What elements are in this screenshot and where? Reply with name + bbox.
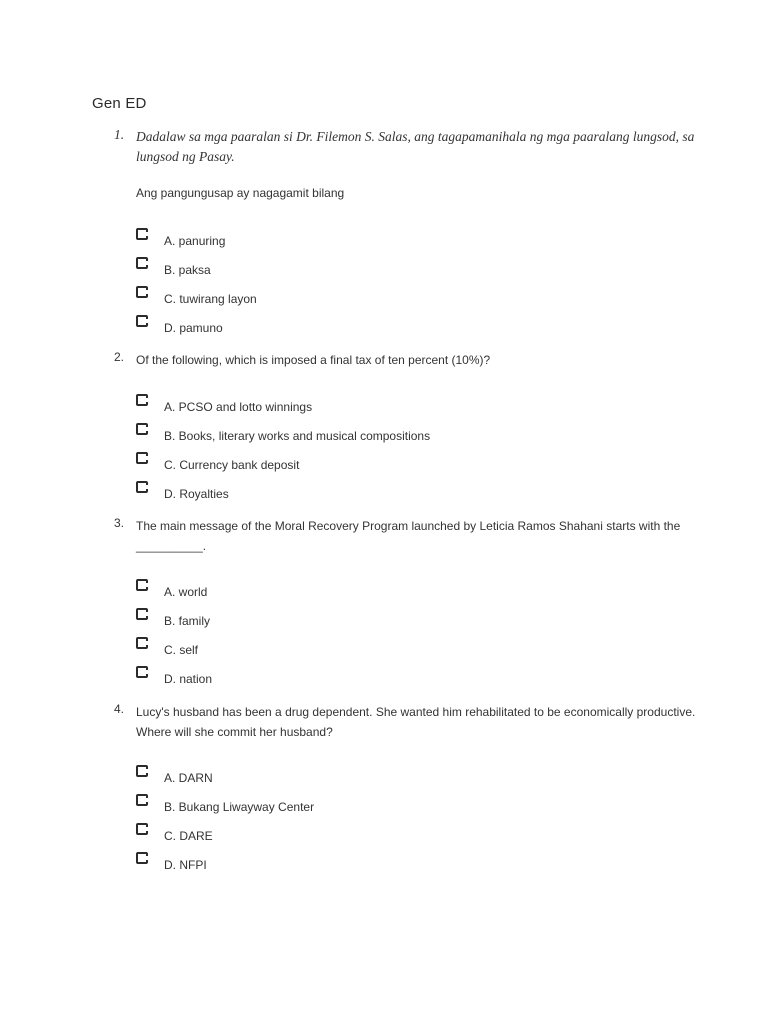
page-title: Gen ED — [92, 95, 147, 112]
question-number: 4. — [114, 702, 125, 716]
option-label: B. Bukang Liwayway Center — [164, 800, 315, 814]
option-label: C. self — [164, 643, 199, 657]
option-2d[interactable] — [136, 481, 536, 507]
question-number: 3. — [114, 516, 125, 530]
question-text: Lucy's husband has been a drug dependent. She wanted him rehabilitated to be economically productive. Where will she commit her husband? — [136, 705, 696, 739]
option-3a[interactable] — [136, 579, 536, 605]
option-label: C. tuwirang layon — [164, 292, 257, 306]
option-2c[interactable] — [136, 452, 536, 478]
question-text: Of the following, which is imposed a final tax of ten percent (10%)? — [136, 353, 491, 367]
option-3b[interactable] — [136, 608, 536, 634]
option-label: D. nation — [164, 672, 213, 686]
option-3d[interactable] — [136, 666, 536, 692]
option-2b[interactable] — [136, 423, 536, 449]
option-label: A. panuring — [164, 234, 226, 248]
option-1a[interactable] — [136, 228, 536, 254]
checkbox-icon[interactable] — [136, 452, 148, 464]
checkbox-icon[interactable] — [136, 794, 148, 806]
option-label: D. NFPI — [164, 858, 207, 872]
checkbox-icon[interactable] — [136, 637, 148, 649]
checkbox-icon[interactable] — [136, 394, 148, 406]
checkbox-icon[interactable] — [136, 228, 148, 240]
option-label: B. paksa — [164, 263, 211, 277]
option-4c[interactable] — [136, 823, 536, 849]
checkbox-icon[interactable] — [136, 423, 148, 435]
option-label: C. DARE — [164, 829, 213, 843]
question-number: 1. — [114, 127, 125, 142]
question-1 — [114, 127, 714, 167]
option-label: B. Books, literary works and musical compositions — [164, 429, 431, 443]
option-2a[interactable] — [136, 394, 536, 420]
option-4d[interactable] — [136, 852, 536, 878]
question-3 — [114, 516, 714, 556]
question-2 — [114, 350, 714, 370]
option-1d[interactable] — [136, 315, 536, 341]
question-4 — [114, 702, 714, 742]
checkbox-icon[interactable] — [136, 765, 148, 777]
option-4a[interactable] — [136, 765, 536, 791]
option-label: B. family — [164, 614, 211, 628]
checkbox-icon[interactable] — [136, 579, 148, 591]
option-3c[interactable] — [136, 637, 536, 663]
option-label: D. pamuno — [164, 321, 223, 335]
checkbox-icon[interactable] — [136, 823, 148, 835]
option-label: C. Currency bank deposit — [164, 458, 300, 472]
option-1b[interactable] — [136, 257, 536, 283]
checkbox-icon[interactable] — [136, 481, 148, 493]
question-subtext: Ang pangungusap ay nagagamit bilang — [136, 186, 345, 200]
question-text: Dadalaw sa mga paaralan si Dr. Filemon S. Salas, ang tagapamanihala ng mga paaralang lungsod, sa lungsod ng Pasay. — [136, 129, 695, 164]
checkbox-icon[interactable] — [136, 286, 148, 298]
question-number: 2. — [114, 350, 125, 364]
checkbox-icon[interactable] — [136, 608, 148, 620]
checkbox-icon[interactable] — [136, 315, 148, 327]
checkbox-icon[interactable] — [136, 852, 148, 864]
question-text: The main message of the Moral Recovery Program launched by Leticia Ramos Shahani starts with the __________. — [136, 519, 681, 553]
option-1c[interactable] — [136, 286, 536, 312]
option-label: A. world — [164, 585, 208, 599]
option-label: A. DARN — [164, 771, 213, 785]
option-4b[interactable] — [136, 794, 536, 820]
option-label: D. Royalties — [164, 487, 229, 501]
checkbox-icon[interactable] — [136, 666, 148, 678]
option-label: A. PCSO and lotto winnings — [164, 400, 313, 414]
checkbox-icon[interactable] — [136, 257, 148, 269]
